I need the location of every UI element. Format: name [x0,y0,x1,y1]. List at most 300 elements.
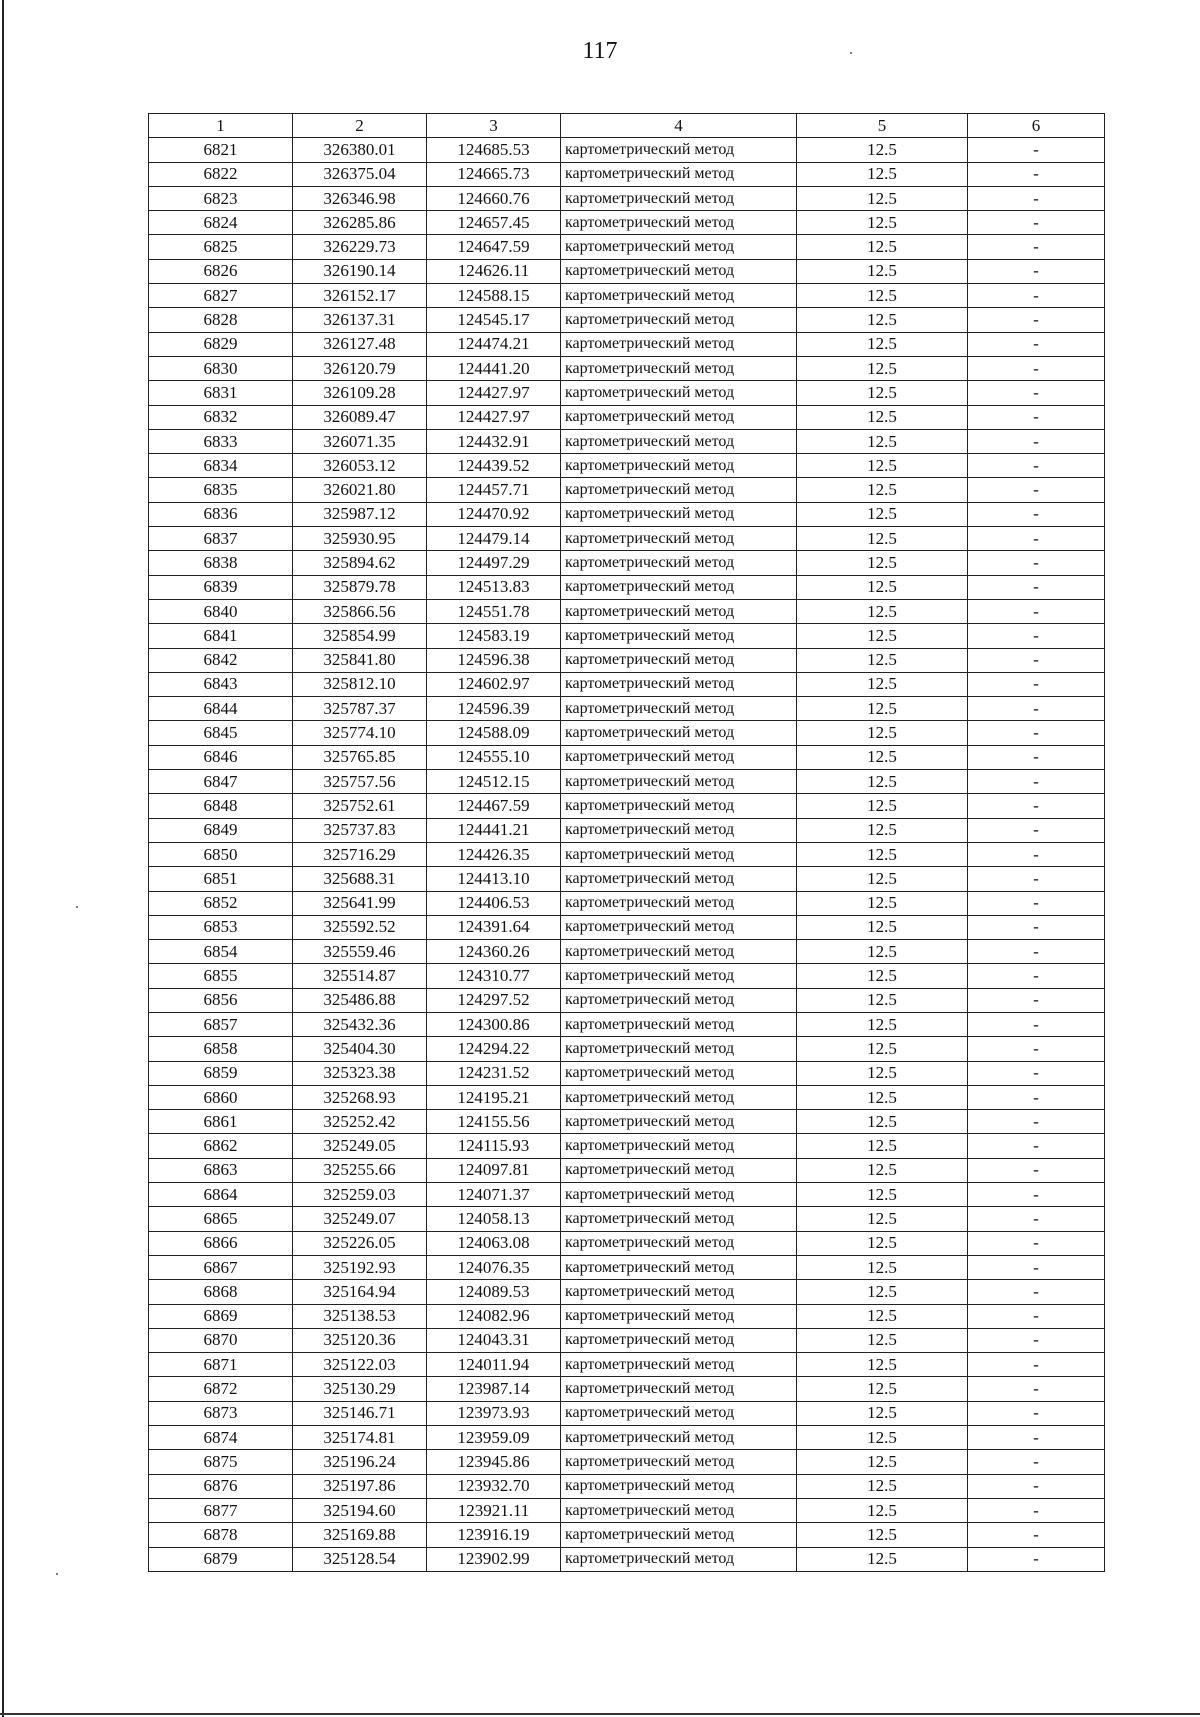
description-cell: - [968,1012,1105,1036]
method-cell: картометрический метод [561,624,797,648]
point-number-cell: 6843 [149,672,293,696]
accuracy-cell: 12.5 [797,867,968,891]
accuracy-cell: 12.5 [797,1207,968,1231]
y-coordinate-cell: 124657.45 [427,211,561,235]
table-row [149,697,1105,721]
table-row [149,1450,1105,1474]
description-cell: - [968,1523,1105,1547]
point-number-cell: 6856 [149,988,293,1012]
x-coordinate-cell: 325894.62 [293,551,427,575]
y-coordinate-cell: 124082.96 [427,1304,561,1328]
method-cell: картометрический метод [561,211,797,235]
header-col-6: 6 [968,114,1105,138]
x-coordinate-cell: 325930.95 [293,527,427,551]
accuracy-cell: 12.5 [797,186,968,210]
description-cell: - [968,940,1105,964]
x-coordinate-cell: 325120.36 [293,1328,427,1352]
x-coordinate-cell: 326053.12 [293,454,427,478]
description-cell: - [968,381,1105,405]
x-coordinate-cell: 326071.35 [293,429,427,453]
accuracy-cell: 12.5 [797,1523,968,1547]
point-number-cell: 6861 [149,1110,293,1134]
accuracy-cell: 12.5 [797,1426,968,1450]
y-coordinate-cell: 124089.53 [427,1280,561,1304]
accuracy-cell: 12.5 [797,259,968,283]
accuracy-cell: 12.5 [797,1110,968,1134]
method-cell: картометрический метод [561,1183,797,1207]
x-coordinate-cell: 325194.60 [293,1498,427,1522]
accuracy-cell: 12.5 [797,624,968,648]
point-number-cell: 6849 [149,818,293,842]
y-coordinate-cell: 124660.76 [427,186,561,210]
method-cell: картометрический метод [561,381,797,405]
description-cell: - [968,575,1105,599]
point-number-cell: 6865 [149,1207,293,1231]
accuracy-cell: 12.5 [797,1037,968,1061]
point-number-cell: 6831 [149,381,293,405]
method-cell: картометрический метод [561,1134,797,1158]
y-coordinate-cell: 124360.26 [427,940,561,964]
method-cell: картометрический метод [561,1353,797,1377]
point-number-cell: 6845 [149,721,293,745]
table-row [149,648,1105,672]
description-cell: - [968,1158,1105,1182]
method-cell: картометрический метод [561,1450,797,1474]
table-row [149,454,1105,478]
x-coordinate-cell: 325592.52 [293,915,427,939]
method-cell: картометрический метод [561,284,797,308]
method-cell: картометрический метод [561,1304,797,1328]
table-row [149,527,1105,551]
table-row [149,186,1105,210]
description-cell: - [968,405,1105,429]
y-coordinate-cell: 124497.29 [427,551,561,575]
y-coordinate-cell: 123916.19 [427,1523,561,1547]
y-coordinate-cell: 124596.38 [427,648,561,672]
y-coordinate-cell: 124432.91 [427,429,561,453]
table-row [149,1328,1105,1352]
y-coordinate-cell: 123902.99 [427,1547,561,1571]
point-number-cell: 6836 [149,502,293,526]
accuracy-cell: 12.5 [797,1183,968,1207]
table-row [149,162,1105,186]
method-cell: картометрический метод [561,259,797,283]
table-row [149,672,1105,696]
description-cell: - [968,1183,1105,1207]
table-row [149,745,1105,769]
method-cell: картометрический метод [561,1401,797,1425]
coordinates-table [148,113,1105,1572]
point-number-cell: 6833 [149,429,293,453]
y-coordinate-cell: 123959.09 [427,1426,561,1450]
method-cell: картометрический метод [561,988,797,1012]
table-row [149,1110,1105,1134]
description-cell: - [968,308,1105,332]
method-cell: картометрический метод [561,770,797,794]
x-coordinate-cell: 325128.54 [293,1547,427,1571]
x-coordinate-cell: 325774.10 [293,721,427,745]
accuracy-cell: 12.5 [797,721,968,745]
accuracy-cell: 12.5 [797,1158,968,1182]
point-number-cell: 6873 [149,1401,293,1425]
y-coordinate-cell: 124441.21 [427,818,561,842]
method-cell: картометрический метод [561,599,797,623]
method-cell: картометрический метод [561,672,797,696]
table-row [149,502,1105,526]
y-coordinate-cell: 124413.10 [427,867,561,891]
description-cell: - [968,211,1105,235]
y-coordinate-cell: 124647.59 [427,235,561,259]
header-col-4: 4 [561,114,797,138]
accuracy-cell: 12.5 [797,745,968,769]
accuracy-cell: 12.5 [797,697,968,721]
y-coordinate-cell: 124583.19 [427,624,561,648]
x-coordinate-cell: 325249.07 [293,1207,427,1231]
description-cell: - [968,1353,1105,1377]
y-coordinate-cell: 123932.70 [427,1474,561,1498]
description-cell: - [968,770,1105,794]
description-cell: - [968,721,1105,745]
y-coordinate-cell: 123945.86 [427,1450,561,1474]
table-row [149,770,1105,794]
table-row [149,1401,1105,1425]
point-number-cell: 6834 [149,454,293,478]
accuracy-cell: 12.5 [797,818,968,842]
description-cell: - [968,429,1105,453]
description-cell: - [968,891,1105,915]
method-cell: картометрический метод [561,1280,797,1304]
y-coordinate-cell: 124513.83 [427,575,561,599]
description-cell: - [968,186,1105,210]
y-coordinate-cell: 124076.35 [427,1255,561,1279]
description-cell: - [968,454,1105,478]
x-coordinate-cell: 325192.93 [293,1255,427,1279]
accuracy-cell: 12.5 [797,1134,968,1158]
x-coordinate-cell: 326137.31 [293,308,427,332]
point-number-cell: 6867 [149,1255,293,1279]
method-cell: картометрический метод [561,1231,797,1255]
table-row [149,405,1105,429]
x-coordinate-cell: 326190.14 [293,259,427,283]
method-cell: картометрический метод [561,1061,797,1085]
accuracy-cell: 12.5 [797,332,968,356]
point-number-cell: 6835 [149,478,293,502]
point-number-cell: 6822 [149,162,293,186]
accuracy-cell: 12.5 [797,1450,968,1474]
method-cell: картометрический метод [561,138,797,162]
point-number-cell: 6871 [149,1353,293,1377]
description-cell: - [968,162,1105,186]
x-coordinate-cell: 325197.86 [293,1474,427,1498]
point-number-cell: 6821 [149,138,293,162]
accuracy-cell: 12.5 [797,1498,968,1522]
accuracy-cell: 12.5 [797,138,968,162]
description-cell: - [968,138,1105,162]
description-cell: - [968,672,1105,696]
method-cell: картометрический метод [561,527,797,551]
point-number-cell: 6827 [149,284,293,308]
method-cell: картометрический метод [561,356,797,380]
y-coordinate-cell: 124427.97 [427,381,561,405]
description-cell: - [968,1085,1105,1109]
x-coordinate-cell: 326380.01 [293,138,427,162]
y-coordinate-cell: 124195.21 [427,1085,561,1109]
table-row [149,211,1105,235]
table-row [149,1158,1105,1182]
x-coordinate-cell: 325323.38 [293,1061,427,1085]
point-number-cell: 6864 [149,1183,293,1207]
accuracy-cell: 12.5 [797,356,968,380]
method-cell: картометрический метод [561,186,797,210]
accuracy-cell: 12.5 [797,1255,968,1279]
point-number-cell: 6854 [149,940,293,964]
method-cell: картометрический метод [561,891,797,915]
point-number-cell: 6877 [149,1498,293,1522]
y-coordinate-cell: 124512.15 [427,770,561,794]
method-cell: картометрический метод [561,1110,797,1134]
method-cell: картометрический метод [561,964,797,988]
y-coordinate-cell: 124155.56 [427,1110,561,1134]
accuracy-cell: 12.5 [797,1280,968,1304]
method-cell: картометрический метод [561,1012,797,1036]
table-row [149,1377,1105,1401]
table-row [149,1134,1105,1158]
x-coordinate-cell: 326109.28 [293,381,427,405]
description-cell: - [968,1377,1105,1401]
table-row [149,235,1105,259]
x-coordinate-cell: 325812.10 [293,672,427,696]
point-number-cell: 6851 [149,867,293,891]
y-coordinate-cell: 124470.92 [427,502,561,526]
table-header-row [149,114,1105,138]
description-cell: - [968,1328,1105,1352]
y-coordinate-cell: 123921.11 [427,1498,561,1522]
x-coordinate-cell: 325486.88 [293,988,427,1012]
y-coordinate-cell: 124588.09 [427,721,561,745]
point-number-cell: 6829 [149,332,293,356]
table-row [149,1304,1105,1328]
method-cell: картометрический метод [561,1474,797,1498]
x-coordinate-cell: 325854.99 [293,624,427,648]
point-number-cell: 6879 [149,1547,293,1571]
y-coordinate-cell: 124467.59 [427,794,561,818]
table-row [149,1183,1105,1207]
accuracy-cell: 12.5 [797,575,968,599]
table-row [149,721,1105,745]
scan-speck [56,1573,58,1575]
point-number-cell: 6872 [149,1377,293,1401]
page-frame-left-edge [2,0,4,1717]
x-coordinate-cell: 325841.80 [293,648,427,672]
table-row [149,1012,1105,1036]
x-coordinate-cell: 325752.61 [293,794,427,818]
description-cell: - [968,1110,1105,1134]
x-coordinate-cell: 325866.56 [293,599,427,623]
accuracy-cell: 12.5 [797,940,968,964]
table-row [149,1426,1105,1450]
point-number-cell: 6874 [149,1426,293,1450]
accuracy-cell: 12.5 [797,429,968,453]
y-coordinate-cell: 124596.39 [427,697,561,721]
table-row [149,1085,1105,1109]
point-number-cell: 6838 [149,551,293,575]
y-coordinate-cell: 124097.81 [427,1158,561,1182]
point-number-cell: 6848 [149,794,293,818]
description-cell: - [968,527,1105,551]
point-number-cell: 6839 [149,575,293,599]
method-cell: картометрический метод [561,162,797,186]
y-coordinate-cell: 124426.35 [427,842,561,866]
description-cell: - [968,624,1105,648]
x-coordinate-cell: 325787.37 [293,697,427,721]
y-coordinate-cell: 124474.21 [427,332,561,356]
accuracy-cell: 12.5 [797,915,968,939]
method-cell: картометрический метод [561,648,797,672]
x-coordinate-cell: 325757.56 [293,770,427,794]
description-cell: - [968,745,1105,769]
x-coordinate-cell: 325174.81 [293,1426,427,1450]
method-cell: картометрический метод [561,1523,797,1547]
table-row [149,1474,1105,1498]
accuracy-cell: 12.5 [797,1061,968,1085]
description-cell: - [968,1280,1105,1304]
y-coordinate-cell: 124300.86 [427,1012,561,1036]
accuracy-cell: 12.5 [797,988,968,1012]
table-row [149,842,1105,866]
method-cell: картометрический метод [561,332,797,356]
description-cell: - [968,1426,1105,1450]
point-number-cell: 6847 [149,770,293,794]
y-coordinate-cell: 124479.14 [427,527,561,551]
table-row [149,1231,1105,1255]
description-cell: - [968,332,1105,356]
accuracy-cell: 12.5 [797,1353,968,1377]
description-cell: - [968,648,1105,672]
x-coordinate-cell: 325259.03 [293,1183,427,1207]
y-coordinate-cell: 124588.15 [427,284,561,308]
point-number-cell: 6841 [149,624,293,648]
y-coordinate-cell: 123987.14 [427,1377,561,1401]
description-cell: - [968,1450,1105,1474]
scan-speck [76,906,78,908]
method-cell: картометрический метод [561,551,797,575]
point-number-cell: 6832 [149,405,293,429]
method-cell: картометрический метод [561,1158,797,1182]
table-row [149,381,1105,405]
y-coordinate-cell: 124310.77 [427,964,561,988]
point-number-cell: 6846 [149,745,293,769]
table-row [149,940,1105,964]
method-cell: картометрический метод [561,721,797,745]
description-cell: - [968,1498,1105,1522]
accuracy-cell: 12.5 [797,502,968,526]
x-coordinate-cell: 325138.53 [293,1304,427,1328]
point-number-cell: 6866 [149,1231,293,1255]
method-cell: картометрический метод [561,697,797,721]
x-coordinate-cell: 325987.12 [293,502,427,526]
table-row [149,1280,1105,1304]
description-cell: - [968,818,1105,842]
accuracy-cell: 12.5 [797,794,968,818]
x-coordinate-cell: 325716.29 [293,842,427,866]
accuracy-cell: 12.5 [797,1377,968,1401]
x-coordinate-cell: 325122.03 [293,1353,427,1377]
description-cell: - [968,1231,1105,1255]
method-cell: картометрический метод [561,1426,797,1450]
point-number-cell: 6853 [149,915,293,939]
accuracy-cell: 12.5 [797,1547,968,1571]
accuracy-cell: 12.5 [797,211,968,235]
y-coordinate-cell: 124439.52 [427,454,561,478]
description-cell: - [968,235,1105,259]
scan-speck [850,52,852,54]
y-coordinate-cell: 124231.52 [427,1061,561,1085]
accuracy-cell: 12.5 [797,478,968,502]
table-row [149,818,1105,842]
description-cell: - [968,1474,1105,1498]
description-cell: - [968,1304,1105,1328]
point-number-cell: 6878 [149,1523,293,1547]
x-coordinate-cell: 325879.78 [293,575,427,599]
point-number-cell: 6844 [149,697,293,721]
x-coordinate-cell: 325432.36 [293,1012,427,1036]
accuracy-cell: 12.5 [797,1085,968,1109]
description-cell: - [968,915,1105,939]
x-coordinate-cell: 326021.80 [293,478,427,502]
y-coordinate-cell: 124071.37 [427,1183,561,1207]
y-coordinate-cell: 124626.11 [427,259,561,283]
x-coordinate-cell: 325164.94 [293,1280,427,1304]
point-number-cell: 6869 [149,1304,293,1328]
x-coordinate-cell: 326089.47 [293,405,427,429]
point-number-cell: 6876 [149,1474,293,1498]
description-cell: - [968,964,1105,988]
y-coordinate-cell: 124058.13 [427,1207,561,1231]
x-coordinate-cell: 325737.83 [293,818,427,842]
accuracy-cell: 12.5 [797,454,968,478]
table-row [149,575,1105,599]
method-cell: картометрический метод [561,1328,797,1352]
x-coordinate-cell: 326375.04 [293,162,427,186]
method-cell: картометрический метод [561,915,797,939]
point-number-cell: 6868 [149,1280,293,1304]
table-row [149,624,1105,648]
description-cell: - [968,1401,1105,1425]
page-frame-bottom-edge [0,1713,1200,1715]
description-cell: - [968,794,1105,818]
x-coordinate-cell: 325559.46 [293,940,427,964]
accuracy-cell: 12.5 [797,405,968,429]
accuracy-cell: 12.5 [797,1328,968,1352]
table-row [149,551,1105,575]
accuracy-cell: 12.5 [797,891,968,915]
point-number-cell: 6857 [149,1012,293,1036]
accuracy-cell: 12.5 [797,672,968,696]
x-coordinate-cell: 325641.99 [293,891,427,915]
accuracy-cell: 12.5 [797,770,968,794]
y-coordinate-cell: 124551.78 [427,599,561,623]
accuracy-cell: 12.5 [797,648,968,672]
accuracy-cell: 12.5 [797,381,968,405]
table-row [149,1547,1105,1571]
accuracy-cell: 12.5 [797,527,968,551]
header-col-3: 3 [427,114,561,138]
y-coordinate-cell: 124406.53 [427,891,561,915]
header-col-2: 2 [293,114,427,138]
accuracy-cell: 12.5 [797,162,968,186]
table-row [149,1037,1105,1061]
point-number-cell: 6823 [149,186,293,210]
